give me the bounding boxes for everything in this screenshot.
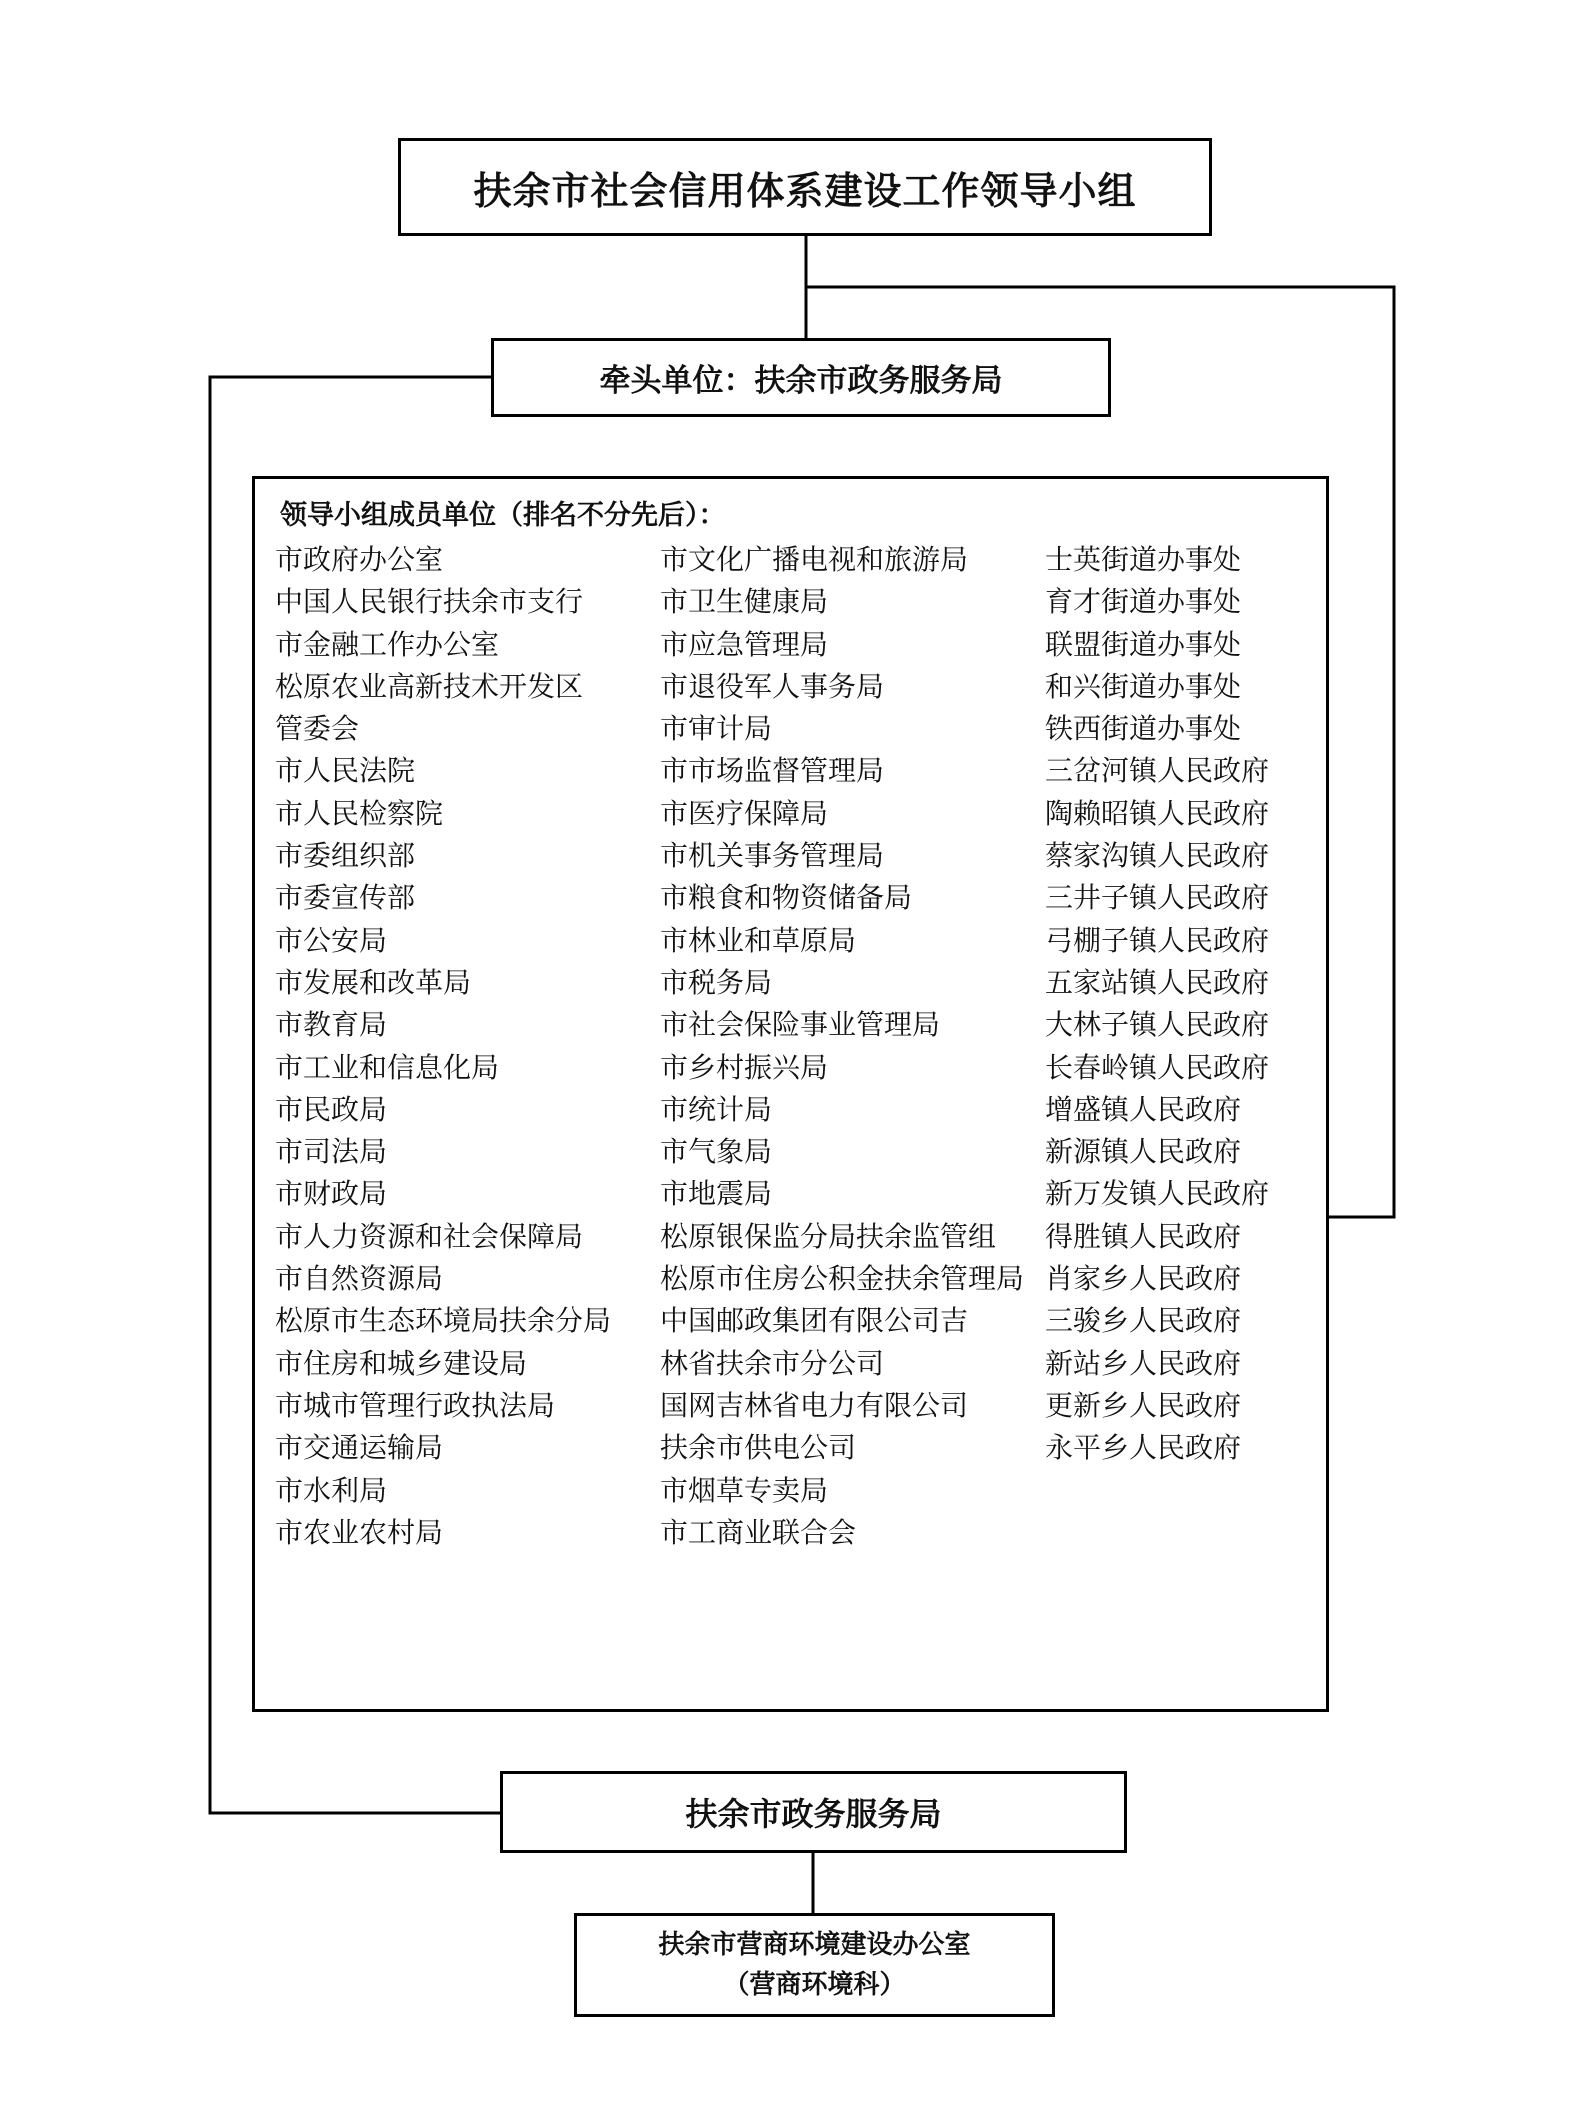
- member-unit-item: 市乡村振兴局: [660, 1050, 829, 1084]
- member-unit-item: 市市场监督管理局: [660, 754, 885, 788]
- member-unit-item: 永平乡人民政府: [1045, 1431, 1242, 1465]
- member-unit-item: 市民政局: [275, 1092, 388, 1126]
- member-unit-item: 市城市管理行政执法局: [275, 1388, 556, 1422]
- member-unit-item: 市委宣传部: [275, 881, 416, 915]
- member-unit-item: 长春岭镇人民政府: [1045, 1050, 1270, 1084]
- member-unit-item: 市审计局: [660, 712, 773, 746]
- member-unit-item: 市发展和改革局: [275, 965, 472, 999]
- member-unit-item: 新万发镇人民政府: [1045, 1177, 1270, 1211]
- member-unit-item: 三岔河镇人民政府: [1045, 754, 1270, 788]
- member-unit-item: 增盛镇人民政府: [1045, 1092, 1242, 1126]
- member-unit-item: 市统计局: [660, 1092, 773, 1126]
- member-unit-item: 市文化广播电视和旅游局: [660, 543, 969, 576]
- member-unit-item: 新源镇人民政府: [1045, 1135, 1242, 1169]
- member-unit-item: 市林业和草原局: [660, 923, 857, 957]
- member-unit-item: 市机关事务管理局: [660, 839, 885, 873]
- member-unit-item: 市粮食和物资储备局: [660, 881, 913, 915]
- member-unit-item: 肖家乡人民政府: [1045, 1262, 1242, 1296]
- member-unit-item: 市水利局: [275, 1473, 388, 1507]
- member-unit-item: 市金融工作办公室: [275, 627, 500, 661]
- member-unit-item: 市人民检察院: [275, 796, 444, 830]
- member-unit-item: 市医疗保障局: [660, 796, 829, 830]
- member-unit-item: 三井子镇人民政府: [1045, 881, 1270, 915]
- member-unit-item: 市委组织部: [275, 839, 416, 873]
- member-unit-item: 市卫生健康局: [660, 585, 829, 619]
- member-unit-item: 更新乡人民政府: [1045, 1388, 1242, 1422]
- member-unit-item: 市公安局: [275, 923, 388, 957]
- member-unit-item: 大林子镇人民政府: [1045, 1008, 1270, 1042]
- member-unit-item: 联盟街道办事处: [1045, 627, 1242, 661]
- member-unit-item: 弓棚子镇人民政府: [1045, 923, 1270, 957]
- member-unit-item: 市应急管理局: [660, 627, 829, 661]
- member-unit-item: 市司法局: [275, 1135, 388, 1169]
- member-unit-item: 市教育局: [275, 1008, 388, 1042]
- member-unit-item: 育才街道办事处: [1045, 585, 1242, 619]
- member-unit-item: 三骏乡人民政府: [1045, 1304, 1242, 1338]
- member-unit-item: 管委会: [275, 712, 360, 746]
- member-unit-item: 市人民法院: [275, 754, 416, 788]
- member-unit-item: 市政府办公室: [275, 543, 444, 576]
- member-unit-item: 市退役军人事务局: [660, 669, 885, 703]
- member-unit-item: 市工业和信息化局: [275, 1050, 500, 1084]
- member-unit-item: 市农业农村局: [275, 1515, 444, 1549]
- member-units-heading: 领导小组成员单位（排名不分先后）：: [280, 500, 726, 531]
- member-unit-item: 新站乡人民政府: [1045, 1346, 1242, 1380]
- member-unit-item: 和兴街道办事处: [1045, 669, 1242, 703]
- member-unit-item: 市自然资源局: [275, 1262, 444, 1296]
- member-column-3: [1045, 539, 1269, 1470]
- member-unit-item: 国网吉林省电力有限公司: [660, 1388, 969, 1422]
- leading-group-title: 扶余市社会信用体系建设工作领导小组: [398, 138, 1212, 236]
- member-unit-item: 扶余市供电公司: [660, 1431, 857, 1465]
- member-unit-item: 市气象局: [660, 1135, 773, 1169]
- office-name: 扶余市营商环境建设办公室: [658, 1930, 971, 1960]
- member-unit-item: 市社会保险事业管理局: [660, 1008, 941, 1042]
- office-section: （营商环境科）: [723, 1970, 906, 2000]
- member-units-box: [252, 476, 1329, 1712]
- member-unit-item: 陶赖昭镇人民政府: [1045, 796, 1270, 830]
- member-unit-item: 市财政局: [275, 1177, 388, 1211]
- member-unit-item: 松原农业高新技术开发区: [275, 669, 584, 703]
- member-unit-item: 五家站镇人民政府: [1045, 965, 1270, 999]
- member-unit-item: 市税务局: [660, 965, 773, 999]
- member-unit-item: 市工商业联合会: [660, 1515, 857, 1549]
- member-unit-item: 士英街道办事处: [1045, 543, 1242, 576]
- member-unit-item: 蔡家沟镇人民政府: [1045, 839, 1270, 873]
- member-unit-item: 松原银保监分局扶余监管组: [660, 1219, 997, 1253]
- business-environment-office-box: [574, 1913, 1055, 2017]
- member-unit-item: 市烟草专卖局: [660, 1473, 829, 1507]
- lead-unit-box: 牵头单位：扶余市政务服务局: [491, 338, 1111, 417]
- member-unit-item: 市地震局: [660, 1177, 773, 1211]
- member-unit-item: 市住房和城乡建设局: [275, 1346, 528, 1380]
- member-column-2: [660, 539, 1024, 1554]
- member-unit-item: 得胜镇人民政府: [1045, 1219, 1242, 1253]
- member-unit-item: 铁西街道办事处: [1045, 712, 1242, 746]
- member-unit-item: 中国邮政集团有限公司吉: [660, 1304, 969, 1338]
- member-unit-item: 市交通运输局: [275, 1431, 444, 1465]
- member-column-1: [275, 539, 611, 1554]
- government-service-bureau-box: 扶余市政务服务局: [500, 1771, 1127, 1853]
- member-unit-item: 林省扶余市分公司: [660, 1346, 885, 1380]
- member-unit-item: 中国人民银行扶余市支行: [275, 585, 584, 619]
- member-unit-item: 松原市生态环境局扶余分局: [275, 1304, 612, 1338]
- member-unit-item: 市人力资源和社会保障局: [275, 1219, 584, 1253]
- member-unit-item: 松原市住房公积金扶余管理局: [660, 1262, 1025, 1296]
